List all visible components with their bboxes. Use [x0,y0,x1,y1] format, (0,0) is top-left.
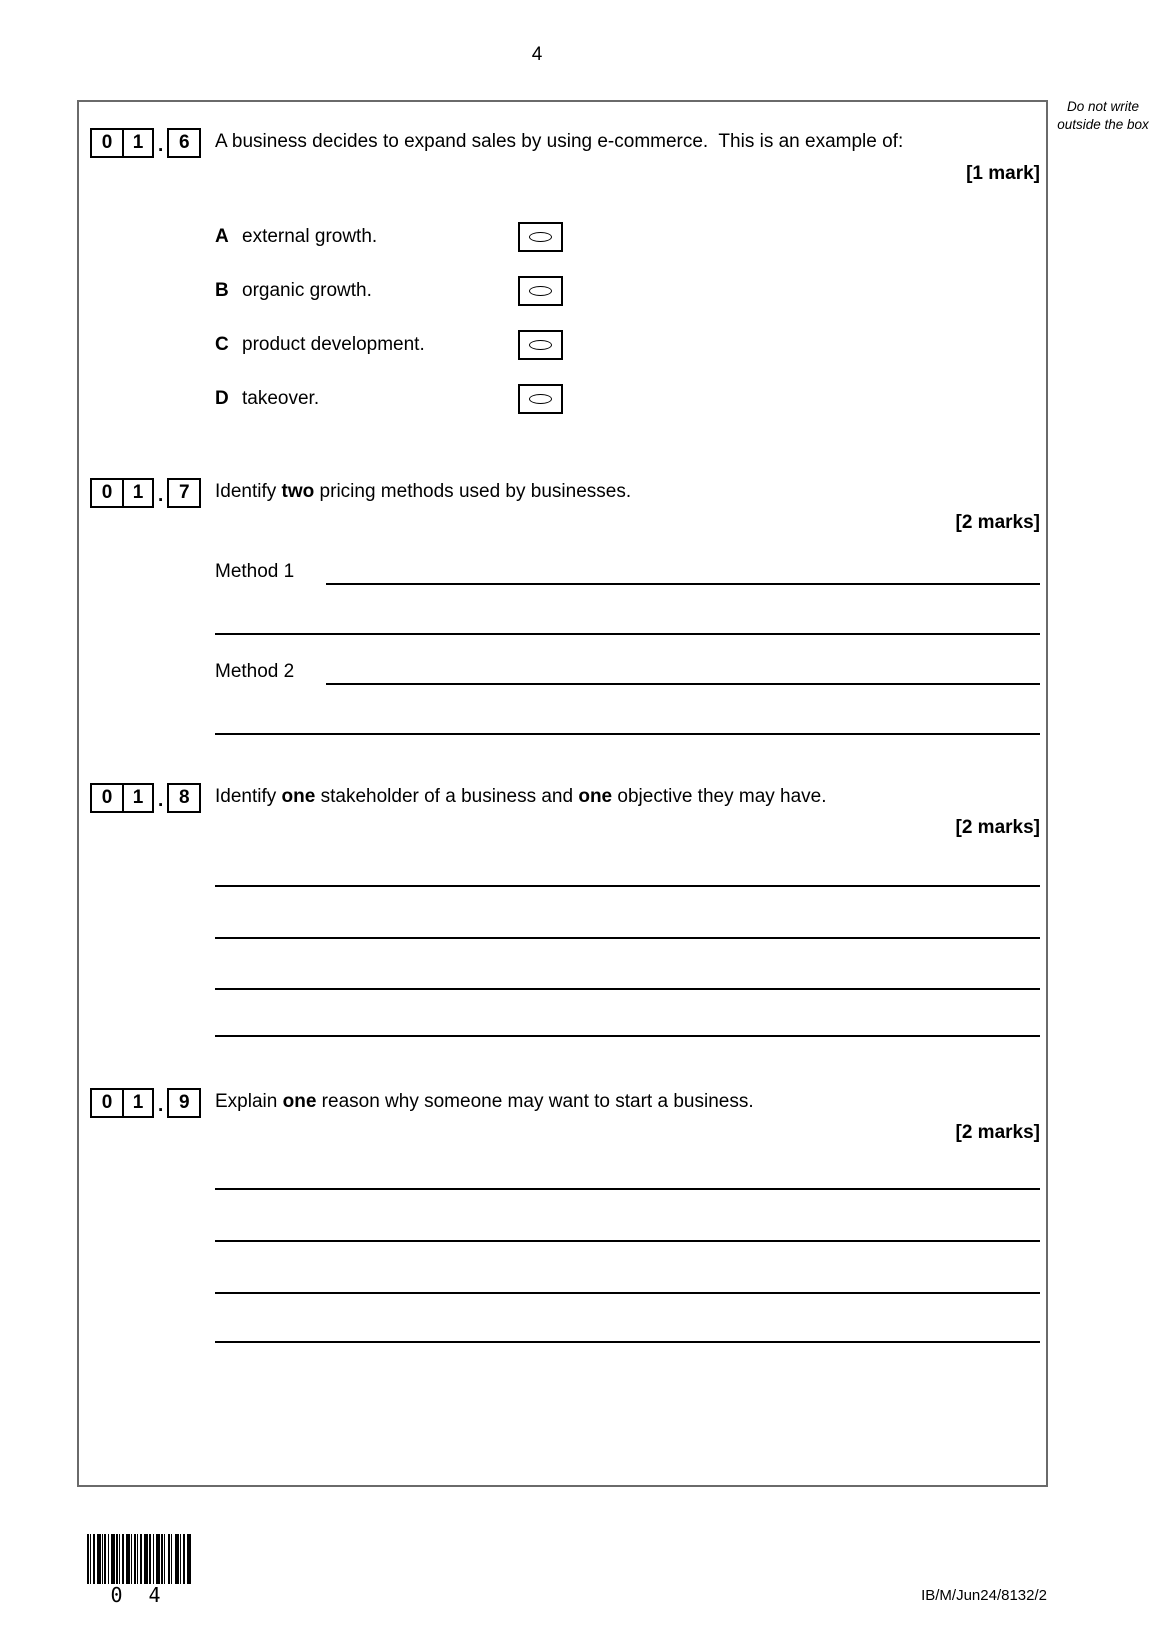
question-number-dot: . [158,1095,164,1116]
answer-line[interactable] [215,1035,1040,1037]
question-number-01-6 [90,128,201,158]
answer-line[interactable] [326,583,1040,585]
question-number-digit: 1 [122,480,152,506]
answer-line[interactable] [215,633,1040,635]
answer-line[interactable] [215,733,1040,735]
method-1-label: Method 1 [215,561,295,582]
question-number-dot: . [158,485,164,506]
question-number-01-9 [90,1088,201,1118]
option-row-b [215,276,372,306]
marks-label-01-6: [1 mark] [966,163,1040,184]
paper-reference-code: IB/M/Jun24/8132/2 [921,1587,1047,1604]
barcode [87,1534,191,1584]
question-number-digit: 6 [167,128,201,158]
question-number-digit: 0 [101,132,113,153]
answer-line[interactable] [215,1240,1040,1242]
question-number-pair-box [90,478,154,508]
question-text-01-9: Explain one reason why someone may want to start a business. [215,1091,754,1112]
marks-label-01-7: [2 marks] [955,512,1040,533]
answer-line[interactable] [215,1188,1040,1190]
question-number-01-8 [90,783,201,813]
question-text-01-8: Identify one stakeholder of a business and one objective they may have. [215,786,827,807]
answer-line[interactable] [215,988,1040,990]
answer-line[interactable] [215,937,1040,939]
answer-line[interactable] [215,1341,1040,1343]
option-letter: B [215,280,229,301]
answer-lozenge-c[interactable] [518,330,563,360]
answer-line[interactable] [326,683,1040,685]
option-row-d [215,384,319,414]
option-text: product development. [242,334,425,355]
question-number-digit: 0 [101,482,113,503]
answer-line[interactable] [215,885,1040,887]
answer-lozenge-d[interactable] [518,384,563,414]
option-letter: C [215,334,229,355]
marks-label-01-9: [2 marks] [955,1122,1040,1143]
answer-line[interactable] [215,1292,1040,1294]
question-number-pair-box [90,783,154,813]
question-number-digit: 1 [122,785,152,811]
question-number-digit: 8 [167,783,201,813]
question-number-pair-box [90,128,154,158]
option-text: takeover. [242,388,320,409]
question-text-01-6: A business decides to expand sales by using e-commerce. This is an example of: [215,131,904,152]
question-number-digit: 1 [122,130,152,156]
option-row-a [215,222,377,252]
marks-label-01-8: [2 marks] [955,817,1040,838]
question-number-dot: . [158,135,164,156]
page-number: 4 [531,44,543,65]
barcode-label: 0 4 [110,1583,168,1607]
option-text: organic growth. [242,280,372,301]
answer-lozenge-b[interactable] [518,276,563,306]
oval-mark-icon [529,340,552,350]
option-row-c [215,330,425,360]
option-letter: A [215,226,229,247]
option-letter: D [215,388,229,409]
method-2-label: Method 2 [215,661,295,682]
question-number-digit: 7 [167,478,201,508]
question-number-digit: 0 [101,1092,113,1113]
option-text: external growth. [242,226,378,247]
oval-mark-icon [529,394,552,404]
oval-mark-icon [529,232,552,242]
oval-mark-icon [529,286,552,296]
question-number-dot: . [158,790,164,811]
question-number-digit: 0 [101,787,113,808]
question-number-digit: 1 [122,1090,152,1116]
question-text-01-7: Identify two pricing methods used by businesses. [215,481,632,502]
question-number-01-7 [90,478,201,508]
question-number-pair-box [90,1088,154,1118]
question-number-digit: 9 [167,1088,201,1118]
answer-lozenge-a[interactable] [518,222,563,252]
do-not-write-note: Do not write outside the box [1057,99,1149,132]
